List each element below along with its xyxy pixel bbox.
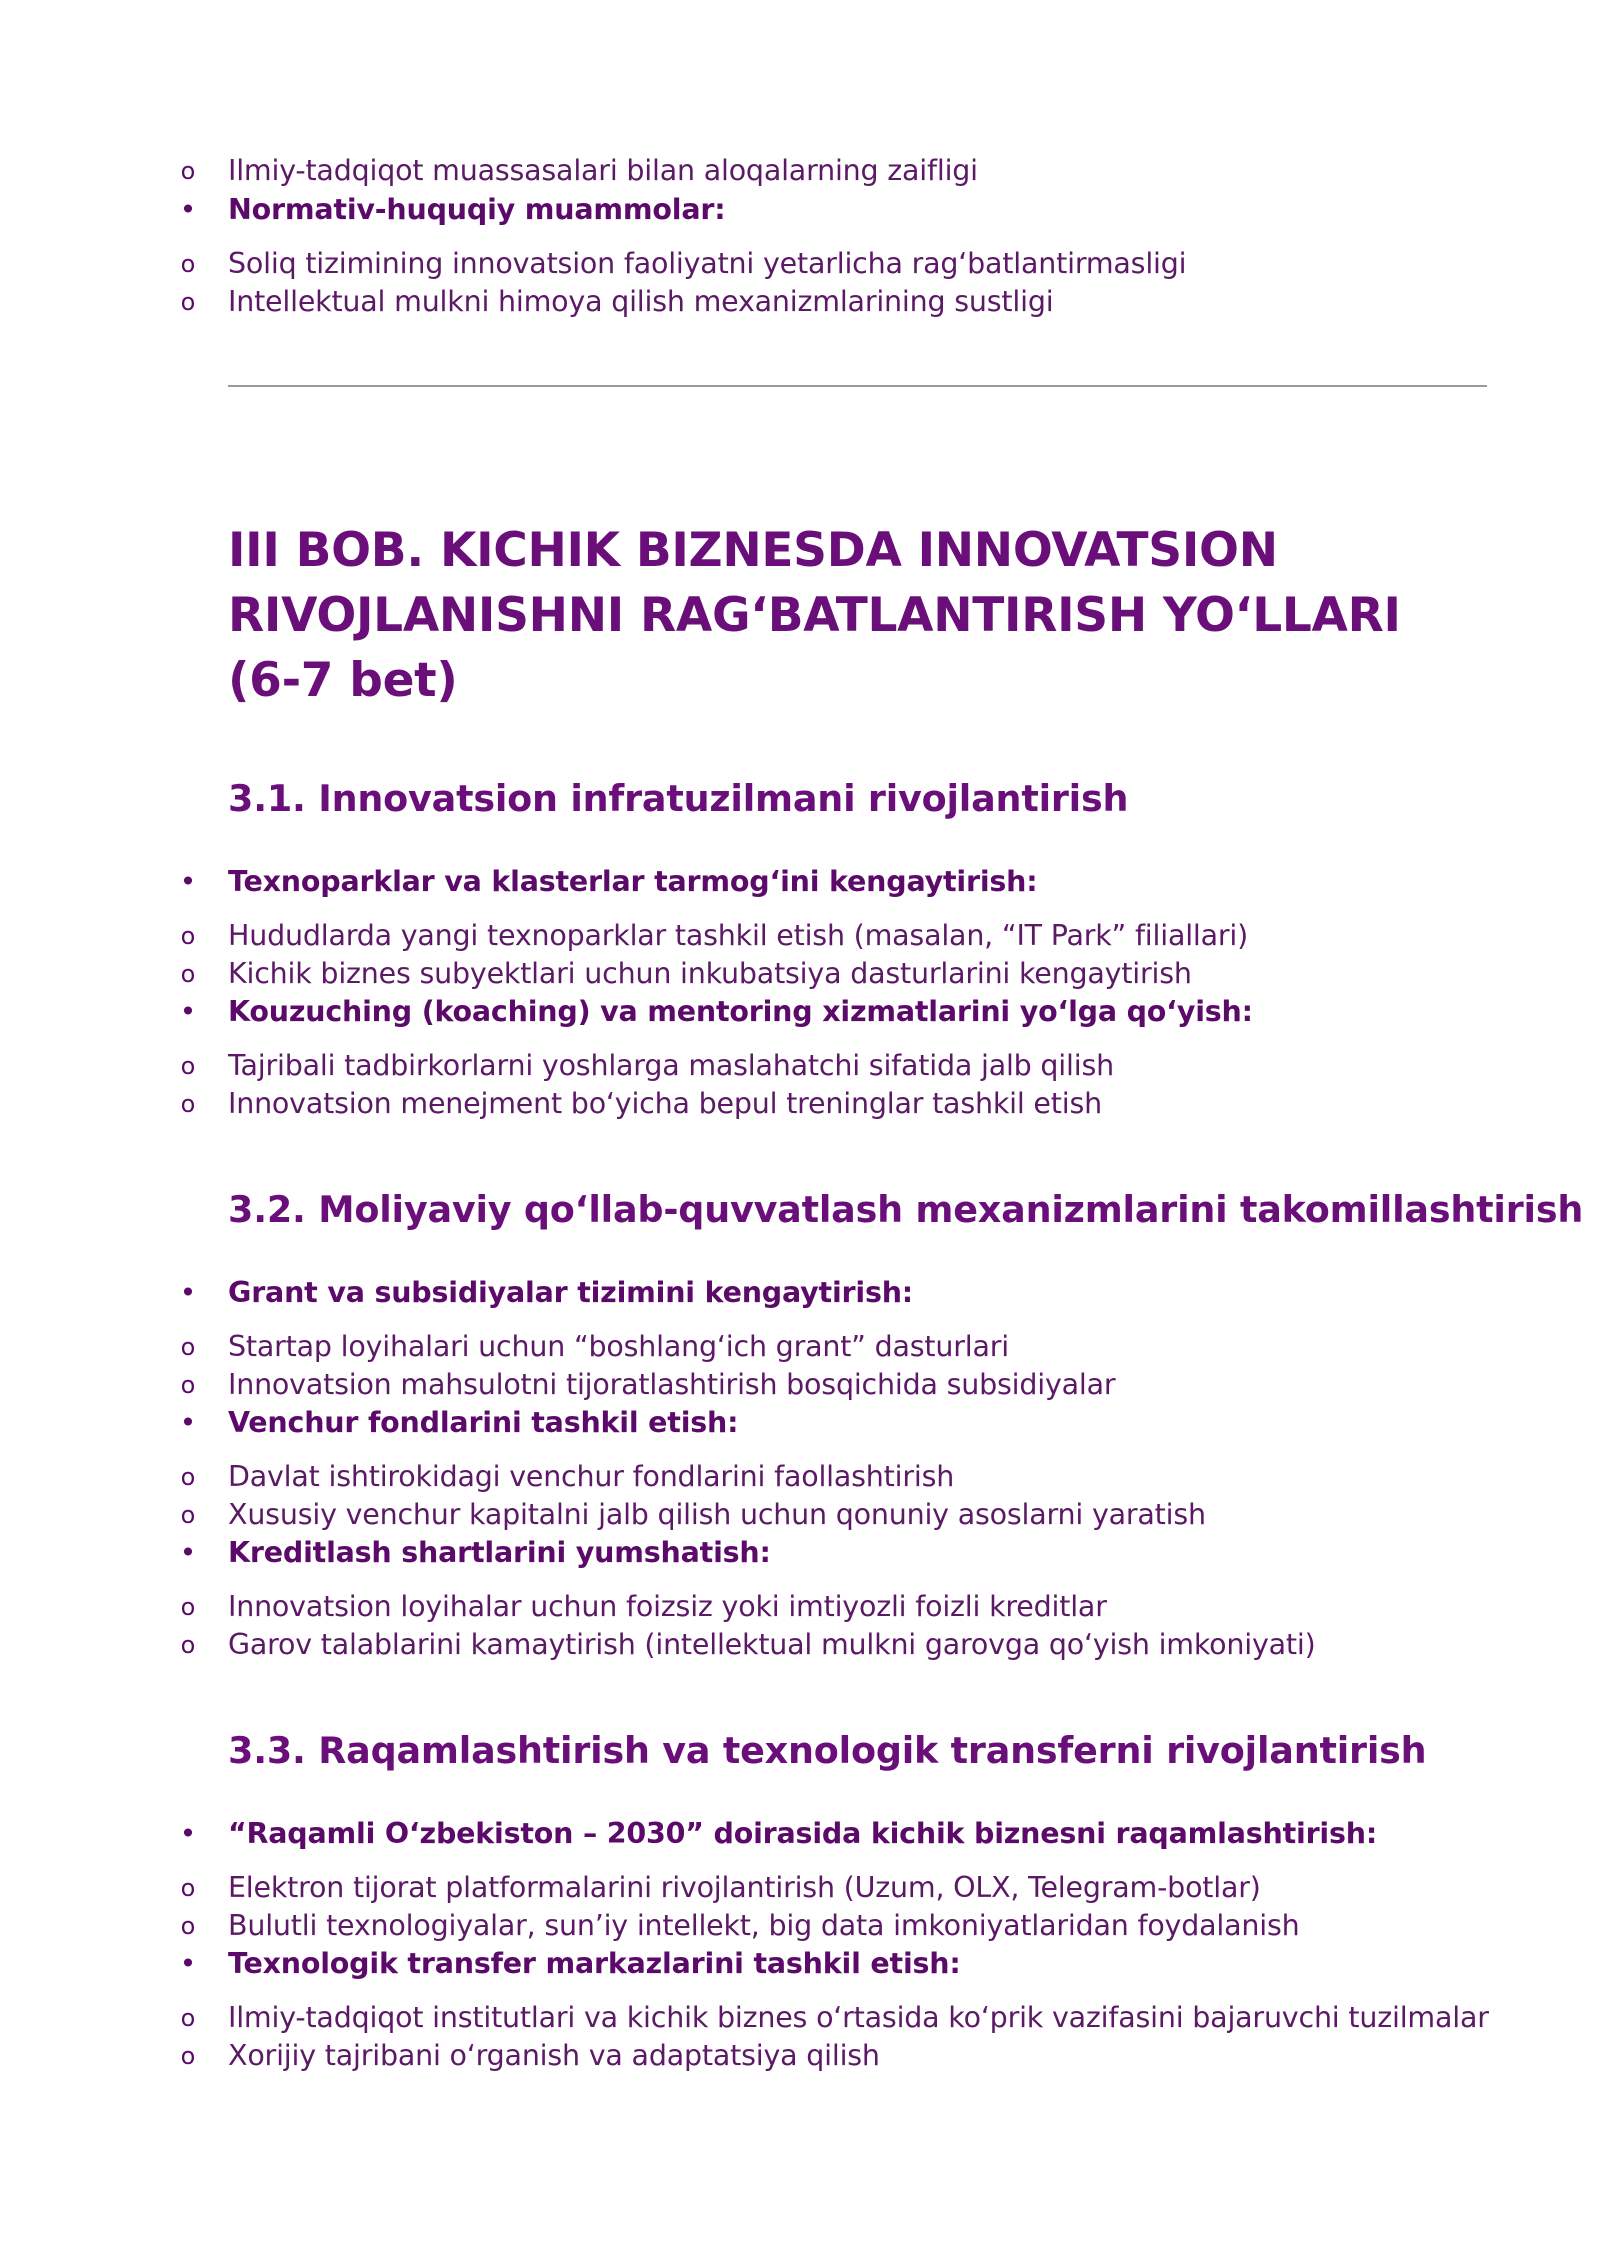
list-heading-text: Texnoparklar va klasterlar tarmog‘ini kengaytirish: — [228, 865, 1038, 898]
section-title-3-1: 3.1. Innovatsion infratuzilmani rivojlantirish — [228, 777, 1129, 820]
list-marker: o — [180, 250, 196, 278]
list-heading-text: Venchur fondlarini tashkil etish: — [228, 1406, 739, 1439]
list-item — [0, 1327, 1600, 1367]
list-item-text: Ilmiy-tadqiqot institutlari va kichik biznes o‘rtasida ko‘prik vazifasini bajaruvchi tuzilmalar — [228, 2001, 1489, 2034]
list-marker: o — [180, 1593, 196, 1621]
list-marker: o — [180, 1631, 196, 1659]
list-marker: o — [180, 922, 196, 950]
list-item — [0, 1868, 1600, 1908]
list-item-text: Innovatsion mahsulotni tijoratlashtirish bosqichida subsidiyalar — [228, 1368, 1116, 1401]
list-marker: o — [180, 1333, 196, 1361]
list-heading-text: Kreditlash shartlarini yumshatish: — [228, 1536, 771, 1569]
list-item-text: Soliq tizimining innovatsion faoliyatni yetarlicha rag‘batlantirmasligi — [228, 247, 1187, 280]
list-item — [0, 954, 1600, 994]
list-item — [0, 1944, 1600, 1984]
section-title-3-2: 3.2. Moliyaviy qo‘llab-quvvatlash mexanizmlarini takomillashtirish — [228, 1188, 1584, 1231]
list-item-text: Davlat ishtirokidagi venchur fondlarini faollashtirish — [228, 1460, 955, 1493]
list-marker: o — [180, 1090, 196, 1118]
bullet-marker: • — [179, 1817, 197, 1850]
section-title-3-3: 3.3. Raqamlashtirish va texnologik transferni rivojlantirish — [228, 1729, 1427, 1772]
list-item — [0, 1625, 1600, 1665]
list-item — [0, 1273, 1600, 1313]
list-marker: o — [180, 288, 196, 316]
horizontal-divider — [228, 385, 1487, 387]
list-marker: o — [180, 1371, 196, 1399]
list-item — [0, 1906, 1600, 1946]
list-item — [0, 1587, 1600, 1627]
list-item-text: Innovatsion loyihalar uchun foizsiz yoki imtiyozli foizli kreditlar — [228, 1590, 1107, 1623]
bullet-marker: • — [179, 1276, 197, 1309]
list-item — [0, 1365, 1600, 1405]
list-item — [0, 1495, 1600, 1535]
list-heading-text: Kouzuching (koaching) va mentoring xizmatlarini yo‘lga qo‘yish: — [228, 995, 1253, 1028]
list-marker: o — [180, 1874, 196, 1902]
list-item-text: Xorijiy tajribani o‘rganish va adaptatsiya qilish — [228, 2039, 880, 2072]
bullet-marker: • — [179, 995, 197, 1028]
list-marker: o — [180, 1501, 196, 1529]
bullet-marker: • — [179, 1536, 197, 1569]
list-item — [0, 282, 1600, 322]
list-item — [0, 244, 1600, 284]
list-item — [0, 862, 1600, 902]
bullet-marker: • — [179, 1406, 197, 1439]
list-item — [0, 2036, 1600, 2076]
list-item-text: Tajribali tadbirkorlarni yoshlarga maslahatchi sifatida jalb qilish — [228, 1049, 1114, 1082]
list-item-text: Intellektual mulkni himoya qilish mexanizmlarining sustligi — [228, 285, 1054, 318]
list-item — [0, 1084, 1600, 1124]
list-item-text: Kichik biznes subyektlari uchun inkubatsiya dasturlarini kengaytirish — [228, 957, 1192, 990]
bullet-marker: • — [179, 193, 197, 226]
list-heading-text: Grant va subsidiyalar tizimini kengaytirish: — [228, 1276, 913, 1309]
list-item-text: Hududlarda yangi texnoparklar tashkil etish (masalan, “IT Park” filiallari) — [228, 919, 1249, 952]
list-item — [0, 1814, 1600, 1854]
chapter-title: III BOB. KICHIK BIZNESDA INNOVATSION RIVOJLANISHNI RAG‘BATLANTIRISH YO‘LLARI (6-7 bet) — [228, 523, 1401, 708]
list-item — [0, 1403, 1600, 1443]
list-item — [0, 1533, 1600, 1573]
bullet-marker: • — [179, 1947, 197, 1980]
bullet-marker: • — [179, 865, 197, 898]
list-item-text: Innovatsion menejment bo‘yicha bepul treninglar tashkil etish — [228, 1087, 1102, 1120]
list-item — [0, 1998, 1600, 2038]
list-marker: o — [180, 1912, 196, 1940]
list-heading-text: Texnologik transfer markazlarini tashkil etish: — [228, 1947, 961, 1980]
list-item-text: Elektron tijorat platformalarini rivojlantirish (Uzum, OLX, Telegram-botlar) — [228, 1871, 1261, 1904]
list-item — [0, 1457, 1600, 1497]
list-item-text: Xususiy venchur kapitalni jalb qilish uchun qonuniy asoslarni yaratish — [228, 1498, 1206, 1531]
list-marker: o — [180, 157, 196, 185]
list-marker: o — [180, 1463, 196, 1491]
list-heading-text: “Raqamli O‘zbekiston – 2030” doirasida kichik biznesni raqamlashtirish: — [228, 1817, 1378, 1850]
list-item-text: Startap loyihalari uchun “boshlang‘ich grant” dasturlari — [228, 1330, 1009, 1363]
list-marker: o — [180, 960, 196, 988]
list-marker: o — [180, 1052, 196, 1080]
list-item-text: Bulutli texnologiyalar, sun’iy intellekt, big data imkoniyatlaridan foydalanish — [228, 1909, 1300, 1942]
list-marker: o — [180, 2042, 196, 2070]
list-item — [0, 992, 1600, 1032]
list-item-text: Ilmiy-tadqiqot muassasalari bilan aloqalarning zaifligi — [228, 154, 978, 187]
list-item — [0, 151, 1600, 191]
list-item — [0, 190, 1600, 230]
list-marker: o — [180, 2004, 196, 2032]
list-item — [0, 1046, 1600, 1086]
list-heading-text: Normativ-huquqiy muammolar: — [228, 193, 726, 226]
list-item — [0, 916, 1600, 956]
list-item-text: Garov talablarini kamaytirish (intellektual mulkni garovga qo‘yish imkoniyati) — [228, 1628, 1316, 1661]
